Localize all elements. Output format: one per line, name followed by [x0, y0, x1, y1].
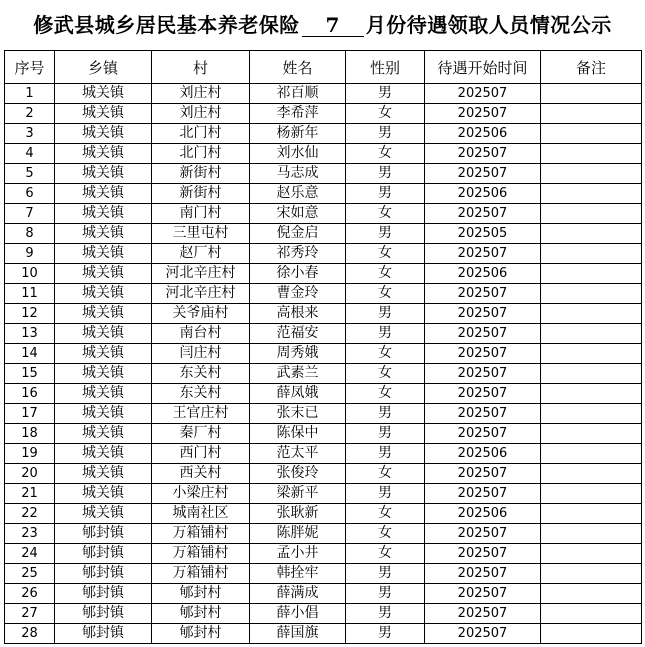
cell-name: 杨新年	[250, 124, 346, 144]
cell-gender: 男	[346, 164, 425, 184]
cell-remarks	[541, 344, 642, 364]
cell-index: 19	[5, 444, 55, 464]
cell-index: 2	[5, 104, 55, 124]
cell-start-date: 202507	[425, 604, 541, 624]
cell-gender: 男	[346, 624, 425, 644]
cell-village: 河北辛庄村	[152, 284, 250, 304]
cell-village: 王官庄村	[152, 404, 250, 424]
cell-name: 高根来	[250, 304, 346, 324]
cell-remarks	[541, 484, 642, 504]
table-row	[5, 244, 642, 264]
cell-start-date: 202506	[425, 264, 541, 284]
cell-village: 万箱铺村	[152, 564, 250, 584]
cell-remarks	[541, 624, 642, 644]
cell-gender: 男	[346, 444, 425, 464]
cell-village: 南台村	[152, 324, 250, 344]
cell-gender: 女	[346, 504, 425, 524]
cell-remarks	[541, 84, 642, 104]
cell-start-date: 202506	[425, 184, 541, 204]
cell-remarks	[541, 444, 642, 464]
table-row	[5, 84, 642, 104]
cell-index: 13	[5, 324, 55, 344]
cell-name: 周秀娥	[250, 344, 346, 364]
cell-remarks	[541, 104, 642, 124]
cell-start-date: 202507	[425, 484, 541, 504]
table-row	[5, 324, 642, 344]
cell-start-date: 202507	[425, 144, 541, 164]
cell-name: 范太平	[250, 444, 346, 464]
cell-index: 20	[5, 464, 55, 484]
cell-name: 薛小倡	[250, 604, 346, 624]
cell-start-date: 202507	[425, 384, 541, 404]
cell-remarks	[541, 284, 642, 304]
cell-village: 郇封村	[152, 624, 250, 644]
cell-gender: 女	[346, 464, 425, 484]
table-row	[5, 304, 642, 324]
cell-village: 闫庄村	[152, 344, 250, 364]
cell-town: 城关镇	[55, 84, 152, 104]
cell-remarks	[541, 464, 642, 484]
cell-index: 10	[5, 264, 55, 284]
cell-gender: 男	[346, 484, 425, 504]
cell-gender: 女	[346, 284, 425, 304]
table-row	[5, 364, 642, 384]
cell-start-date: 202507	[425, 84, 541, 104]
cell-start-date: 202507	[425, 304, 541, 324]
col-header-town: 乡镇	[55, 51, 152, 84]
cell-gender: 男	[346, 84, 425, 104]
cell-name: 薛国旗	[250, 624, 346, 644]
table-row	[5, 404, 642, 424]
cell-village: 小梁庄村	[152, 484, 250, 504]
cell-remarks	[541, 384, 642, 404]
cell-town: 城关镇	[55, 324, 152, 344]
cell-index: 28	[5, 624, 55, 644]
table-row	[5, 424, 642, 444]
cell-village: 万箱铺村	[152, 524, 250, 544]
table-row	[5, 344, 642, 364]
cell-village: 西关村	[152, 464, 250, 484]
cell-town: 郇封镇	[55, 604, 152, 624]
cell-remarks	[541, 204, 642, 224]
cell-start-date: 202507	[425, 584, 541, 604]
cell-start-date: 202507	[425, 424, 541, 444]
cell-gender: 男	[346, 124, 425, 144]
cell-town: 郇封镇	[55, 544, 152, 564]
cell-name: 孟小井	[250, 544, 346, 564]
cell-town: 郇封镇	[55, 624, 152, 644]
table-row	[5, 224, 642, 244]
cell-index: 9	[5, 244, 55, 264]
cell-name: 梁新平	[250, 484, 346, 504]
cell-town: 城关镇	[55, 444, 152, 464]
cell-index: 25	[5, 564, 55, 584]
cell-index: 18	[5, 424, 55, 444]
cell-town: 城关镇	[55, 504, 152, 524]
cell-village: 东关村	[152, 384, 250, 404]
col-header-village: 村	[152, 51, 250, 84]
cell-name: 祁百顺	[250, 84, 346, 104]
cell-village: 北门村	[152, 144, 250, 164]
cell-gender: 女	[346, 204, 425, 224]
cell-index: 14	[5, 344, 55, 364]
cell-town: 城关镇	[55, 464, 152, 484]
cell-gender: 女	[346, 344, 425, 364]
cell-name: 赵乐意	[250, 184, 346, 204]
cell-village: 三里屯村	[152, 224, 250, 244]
cell-village: 赵厂村	[152, 244, 250, 264]
cell-start-date: 202507	[425, 364, 541, 384]
cell-index: 24	[5, 544, 55, 564]
col-header-name: 姓名	[250, 51, 346, 84]
cell-town: 城关镇	[55, 384, 152, 404]
cell-name: 薛满成	[250, 584, 346, 604]
cell-gender: 女	[346, 524, 425, 544]
cell-remarks	[541, 524, 642, 544]
cell-gender: 女	[346, 384, 425, 404]
cell-gender: 男	[346, 324, 425, 344]
table-header	[5, 51, 642, 84]
cell-name: 宋如意	[250, 204, 346, 224]
table-row	[5, 524, 642, 544]
table-body	[5, 84, 642, 644]
cell-name: 曹金玲	[250, 284, 346, 304]
cell-remarks	[541, 224, 642, 244]
cell-index: 6	[5, 184, 55, 204]
cell-village: 河北辛庄村	[152, 264, 250, 284]
page-title	[0, 0, 645, 50]
cell-gender: 女	[346, 544, 425, 564]
cell-index: 5	[5, 164, 55, 184]
cell-village: 西门村	[152, 444, 250, 464]
cell-index: 8	[5, 224, 55, 244]
cell-town: 城关镇	[55, 284, 152, 304]
cell-start-date: 202507	[425, 284, 541, 304]
cell-village: 新街村	[152, 164, 250, 184]
table-row	[5, 264, 642, 284]
cell-remarks	[541, 124, 642, 144]
cell-index: 12	[5, 304, 55, 324]
cell-start-date: 202507	[425, 104, 541, 124]
cell-start-date: 202507	[425, 624, 541, 644]
cell-remarks	[541, 604, 642, 624]
cell-village: 刘庄村	[152, 84, 250, 104]
table-row	[5, 464, 642, 484]
title-month: 7	[302, 14, 364, 37]
cell-name: 祁秀玲	[250, 244, 346, 264]
cell-index: 4	[5, 144, 55, 164]
cell-name: 韩拴牢	[250, 564, 346, 584]
col-header-remarks: 备注	[541, 51, 642, 84]
cell-start-date: 202506	[425, 504, 541, 524]
cell-start-date: 202506	[425, 444, 541, 464]
cell-start-date: 202507	[425, 244, 541, 264]
cell-gender: 男	[346, 564, 425, 584]
cell-village: 城南社区	[152, 504, 250, 524]
cell-gender: 男	[346, 404, 425, 424]
table-row	[5, 544, 642, 564]
cell-index: 16	[5, 384, 55, 404]
cell-name: 张俊玲	[250, 464, 346, 484]
cell-index: 17	[5, 404, 55, 424]
cell-name: 薛凤娥	[250, 384, 346, 404]
cell-town: 城关镇	[55, 124, 152, 144]
cell-town: 城关镇	[55, 184, 152, 204]
cell-start-date: 202507	[425, 404, 541, 424]
table-row	[5, 284, 642, 304]
table-row	[5, 564, 642, 584]
table-row	[5, 604, 642, 624]
cell-gender: 男	[346, 584, 425, 604]
cell-town: 郇封镇	[55, 584, 152, 604]
cell-village: 新街村	[152, 184, 250, 204]
table-row	[5, 384, 642, 404]
cell-gender: 男	[346, 604, 425, 624]
cell-village: 北门村	[152, 124, 250, 144]
cell-remarks	[541, 564, 642, 584]
cell-village: 关爷庙村	[152, 304, 250, 324]
cell-village: 万箱铺村	[152, 544, 250, 564]
cell-town: 城关镇	[55, 404, 152, 424]
cell-town: 城关镇	[55, 144, 152, 164]
cell-gender: 女	[346, 104, 425, 124]
cell-name: 张耿新	[250, 504, 346, 524]
cell-start-date: 202507	[425, 524, 541, 544]
cell-index: 21	[5, 484, 55, 504]
cell-village: 南门村	[152, 204, 250, 224]
table-row	[5, 184, 642, 204]
recipients-table	[4, 50, 642, 644]
table-row	[5, 104, 642, 124]
cell-remarks	[541, 244, 642, 264]
cell-remarks	[541, 164, 642, 184]
cell-name: 范福安	[250, 324, 346, 344]
table-row	[5, 624, 642, 644]
cell-index: 1	[5, 84, 55, 104]
col-header-start-date: 待遇开始时间	[425, 51, 541, 84]
cell-town: 城关镇	[55, 224, 152, 244]
cell-index: 22	[5, 504, 55, 524]
cell-index: 26	[5, 584, 55, 604]
cell-index: 23	[5, 524, 55, 544]
cell-remarks	[541, 184, 642, 204]
cell-remarks	[541, 504, 642, 524]
cell-start-date: 202507	[425, 324, 541, 344]
cell-village: 秦厂村	[152, 424, 250, 444]
cell-start-date: 202507	[425, 344, 541, 364]
cell-start-date: 202507	[425, 544, 541, 564]
cell-village: 郇封村	[152, 604, 250, 624]
cell-name: 马志成	[250, 164, 346, 184]
table-row	[5, 504, 642, 524]
cell-name: 徐小春	[250, 264, 346, 284]
cell-remarks	[541, 144, 642, 164]
cell-start-date: 202507	[425, 204, 541, 224]
cell-remarks	[541, 584, 642, 604]
cell-town: 郇封镇	[55, 524, 152, 544]
table-row	[5, 144, 642, 164]
title-prefix: 修武县城乡居民基本养老保险	[33, 13, 300, 37]
cell-index: 27	[5, 604, 55, 624]
table-row	[5, 124, 642, 144]
cell-start-date: 202507	[425, 164, 541, 184]
cell-village: 郇封村	[152, 584, 250, 604]
cell-gender: 女	[346, 244, 425, 264]
cell-gender: 男	[346, 224, 425, 244]
cell-gender: 男	[346, 304, 425, 324]
cell-remarks	[541, 324, 642, 344]
cell-name: 刘水仙	[250, 144, 346, 164]
cell-name: 陈胖妮	[250, 524, 346, 544]
cell-name: 倪金启	[250, 224, 346, 244]
cell-town: 城关镇	[55, 204, 152, 224]
table-row	[5, 164, 642, 184]
cell-start-date: 202506	[425, 124, 541, 144]
table-row	[5, 584, 642, 604]
cell-remarks	[541, 424, 642, 444]
table-row	[5, 484, 642, 504]
cell-town: 郇封镇	[55, 564, 152, 584]
col-header-gender: 性别	[346, 51, 425, 84]
title-suffix: 月份待遇领取人员情况公示	[365, 13, 612, 37]
table-row	[5, 444, 642, 464]
cell-name: 李希萍	[250, 104, 346, 124]
cell-town: 城关镇	[55, 164, 152, 184]
cell-remarks	[541, 364, 642, 384]
cell-remarks	[541, 404, 642, 424]
table-row	[5, 204, 642, 224]
cell-start-date: 202507	[425, 564, 541, 584]
cell-town: 城关镇	[55, 364, 152, 384]
cell-gender: 女	[346, 264, 425, 284]
cell-village: 刘庄村	[152, 104, 250, 124]
header-row	[5, 51, 642, 84]
cell-town: 城关镇	[55, 264, 152, 284]
col-header-index: 序号	[5, 51, 55, 84]
cell-name: 张末已	[250, 404, 346, 424]
cell-gender: 男	[346, 184, 425, 204]
cell-town: 城关镇	[55, 304, 152, 324]
cell-index: 7	[5, 204, 55, 224]
cell-town: 城关镇	[55, 344, 152, 364]
cell-town: 城关镇	[55, 244, 152, 264]
cell-start-date: 202507	[425, 464, 541, 484]
cell-remarks	[541, 304, 642, 324]
cell-remarks	[541, 264, 642, 284]
cell-gender: 女	[346, 364, 425, 384]
cell-start-date: 202505	[425, 224, 541, 244]
cell-gender: 女	[346, 144, 425, 164]
cell-name: 陈保中	[250, 424, 346, 444]
cell-index: 15	[5, 364, 55, 384]
cell-town: 城关镇	[55, 424, 152, 444]
cell-gender: 男	[346, 424, 425, 444]
cell-index: 3	[5, 124, 55, 144]
cell-index: 11	[5, 284, 55, 304]
cell-name: 武素兰	[250, 364, 346, 384]
cell-town: 城关镇	[55, 484, 152, 504]
cell-remarks	[541, 544, 642, 564]
cell-town: 城关镇	[55, 104, 152, 124]
cell-village: 东关村	[152, 364, 250, 384]
